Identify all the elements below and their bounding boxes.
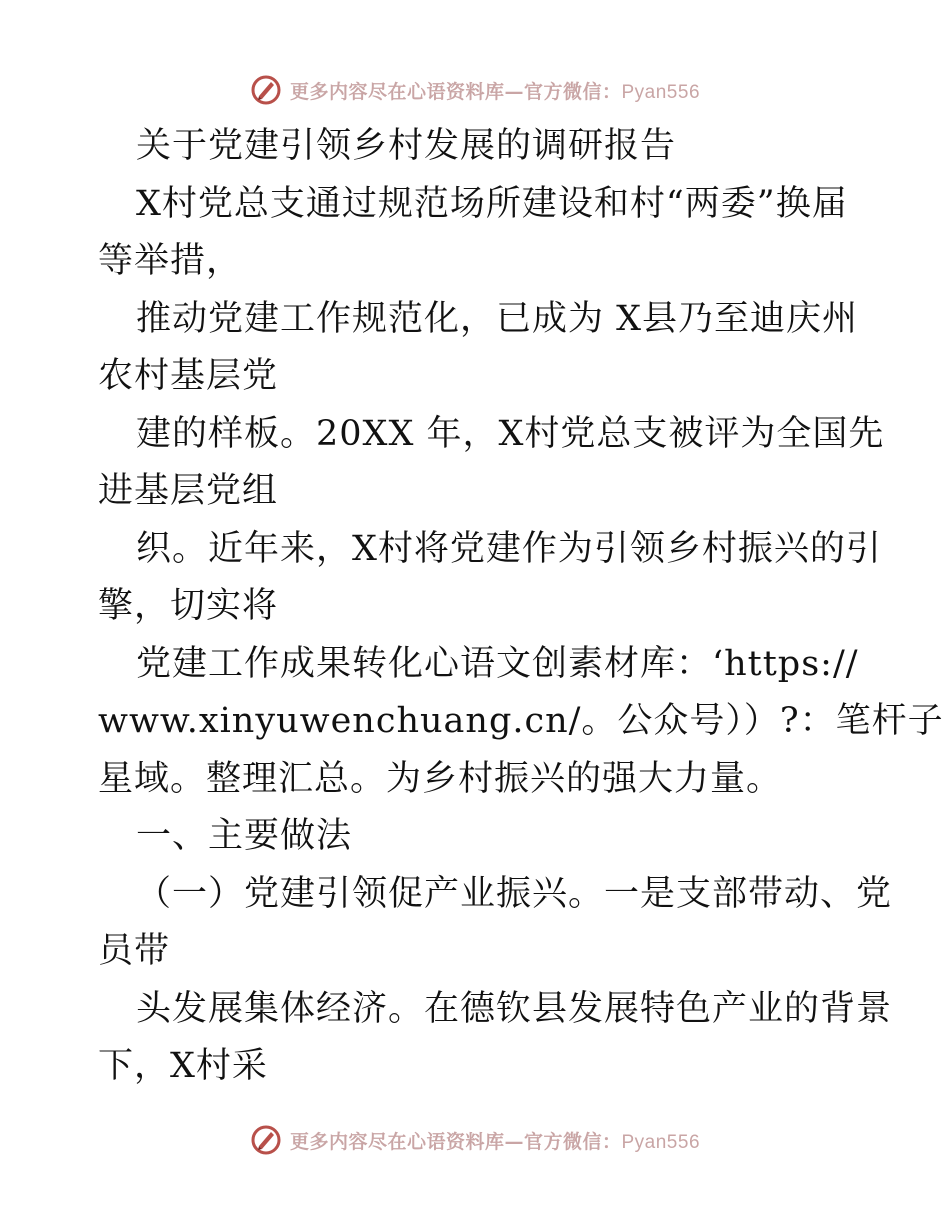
document-line: 建的样板。20XX 年，X村党总支被评为全国先 [136, 413, 885, 454]
document-line: 员带 [98, 931, 171, 971]
document-line: 织。近年来，X村将党建作为引领乡村振兴的引 [136, 528, 882, 569]
document-line: X村党总支通过规范场所建设和村“两委”换届 [136, 183, 848, 224]
document-line: 星域。整理汇总。为乡村振兴的强大力量。 [98, 758, 783, 799]
logo-icon [250, 74, 282, 106]
document-line: 进基层党组 [98, 471, 279, 511]
document-line: （一）党建引领促产业振兴。一是支部带动、党 [136, 873, 893, 914]
document-line: 关于党建引领乡村发展的调研报告 [136, 126, 677, 166]
document-line: 等举措， [98, 241, 243, 281]
document-body [98, 118, 944, 1096]
document-line: www.xinyuwenchuang.cn/。公众号））?：笔杆子 [98, 701, 944, 741]
watermark-banner-top [0, 70, 950, 110]
document-line: 农村基层党 [98, 356, 279, 396]
logo-icon [250, 1124, 282, 1156]
watermark-text: 更多内容尽在心语资料库—官方微信：Pyan556 [289, 1130, 701, 1153]
document-line: 擎，切实将 [98, 586, 279, 626]
document-line: 一、主要做法 [136, 816, 353, 856]
watermark-banner-bottom [0, 1120, 950, 1160]
watermark-wechat-id: Pyan556 [621, 81, 701, 103]
document-line: 头发展集体经济。在德钦县发展特色产业的背景 [136, 988, 893, 1029]
document-line: 推动党建工作规范化，已成为 X县乃至迪庆州 [136, 298, 859, 339]
watermark-wechat-id: Pyan556 [621, 1131, 701, 1153]
document-line: 下，X村采 [98, 1046, 268, 1086]
watermark-text: 更多内容尽在心语资料库—官方微信：Pyan556 [289, 80, 701, 103]
document-line: 党建工作成果转化心语文创素材库：‘https:// [136, 643, 859, 684]
